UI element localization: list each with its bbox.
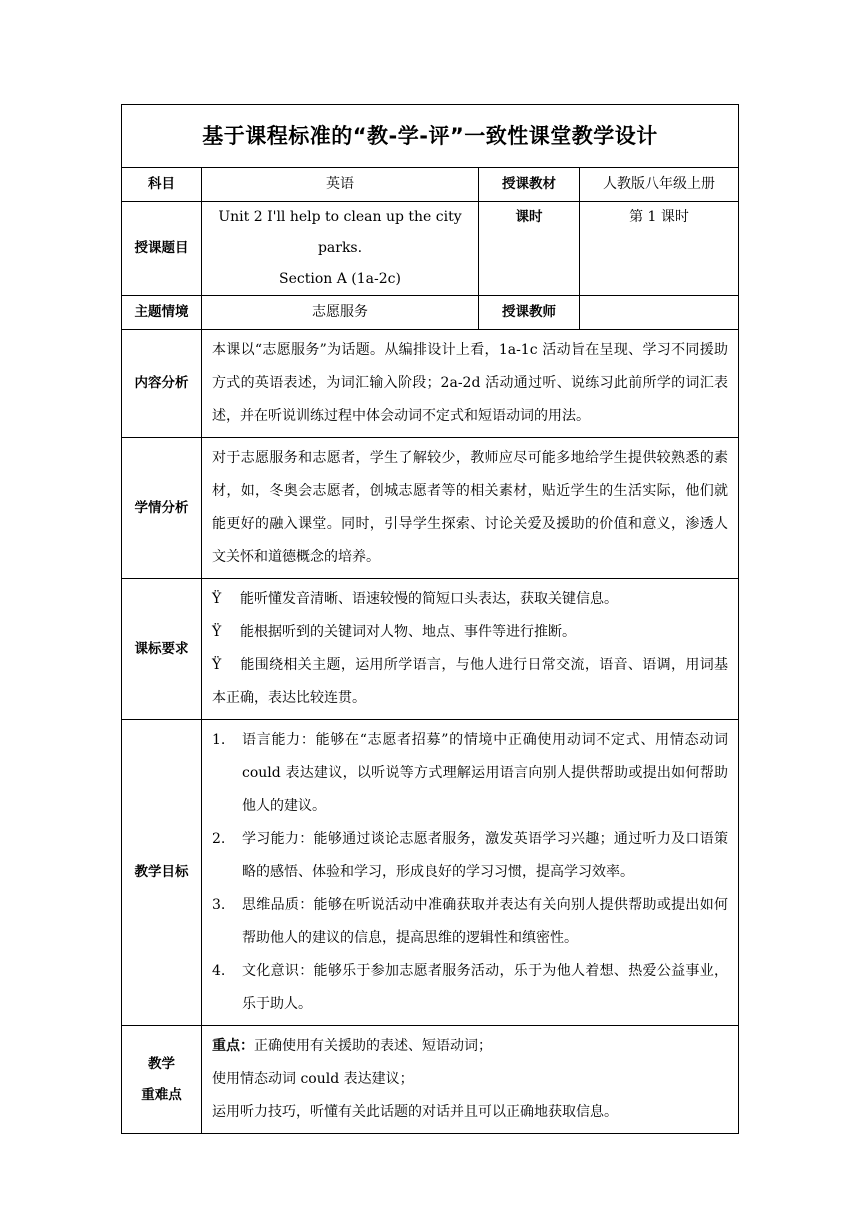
goal-number: 3. [212,897,226,913]
subject-row [122,168,739,202]
title-row [122,105,739,168]
standard-text: 能根据听到的关键词对人物、地点、事件等进行推断。 [240,624,576,640]
topic-line-2: Section A (1a-2c) [279,271,401,287]
material-value: 人教版八年级上册 [580,168,739,202]
subject-value: 英语 [202,168,479,202]
bullet-icon: Ÿ [212,591,222,607]
goal-item [212,724,728,823]
standard-text: 能听懂发音清晰、语速较慢的简短口头表达，获取关键信息。 [240,591,618,607]
topic-label: 授课题目 [122,202,202,296]
goal-text: 语言能力：能够在“志愿者招募”的情境中正确使用动词不定式、用情态动词 could 表达建议，以听说等方式理解运用语言向别人提供帮助或提出如何帮助他人的建议。 [242,732,729,814]
lesson-plan-document [121,104,738,1134]
goals-row [122,720,739,1026]
theme-row [122,296,739,330]
standard-item [212,583,728,616]
goal-number: 1. [212,732,226,748]
goal-text: 思维品质：能够在听说活动中准确获取并表达有关向别人提供帮助或提出如何帮助他人的建议的信息，提高思维的逻辑性和缜密性。 [242,897,729,946]
page-title: 基于课程标准的“教-学-评”一致性课堂教学设计 [122,105,739,168]
goal-number: 2. [212,831,226,847]
subject-label: 科目 [122,168,202,202]
students-row [122,438,739,579]
teacher-label: 授课教师 [479,296,580,330]
keypoint-line [212,1030,728,1063]
topic-row [122,202,739,296]
keypoint-line: 运用听力技巧，听懂有关此话题的对话并且可以正确地获取信息。 [212,1104,618,1120]
key-label: 重点： [212,1038,254,1054]
content-label: 内容分析 [122,330,202,438]
keypoint-line: 使用情态动词 could 表达建议； [212,1071,414,1087]
keypoints-row [122,1026,739,1134]
bullet-icon: Ÿ [212,657,222,673]
lesson-plan-table [121,104,739,1134]
goal-item [212,823,728,889]
theme-value: 志愿服务 [202,296,479,330]
keypoints-label [122,1026,202,1134]
standard-text: 能围绕相关主题，运用所学语言，与他人进行日常交流，语音、语调，用词基本正确，表达比较连贯。 [212,657,729,706]
bullet-icon: Ÿ [212,624,222,640]
goal-text: 学习能力：能够通过谈论志愿者服务，激发英语学习兴趣；通过听力及口语策略的感悟、体验和学习，形成良好的学习习惯，提高学习效率。 [242,831,729,880]
topic-value [202,202,479,296]
goals-list [202,720,739,1026]
goal-text: 文化意识：能够乐于参加志愿者服务活动，乐于为他人着想、热爱公益事业，乐于助人。 [242,963,729,1012]
keypoints-label-line-1: 教学 [148,1055,175,1072]
period-label: 课时 [479,202,580,296]
content-text: 本课以“志愿服务”为话题。从编排设计上看，1a-1c 活动旨在呈现、学习不同援助方式的英语表述，为词汇输入阶段；2a-2d 活动通过听、说练习此前所学的词汇表述，并在听说训练过程中体会动词不定式和短语动词的用法。 [202,330,739,438]
goal-number: 4. [212,963,226,979]
standards-label: 课标要求 [122,579,202,720]
goal-item [212,889,728,955]
material-label: 授课教材 [479,168,580,202]
content-row [122,330,739,438]
teacher-value [580,296,739,330]
standard-item [212,649,728,715]
standard-item [212,616,728,649]
goals-label: 教学目标 [122,720,202,1026]
period-value: 第 1 课时 [580,202,739,296]
keypoints-label-line-2: 重难点 [141,1086,182,1103]
topic-line-1: Unit 2 I'll help to clean up the city parks. [218,209,462,256]
goal-item [212,955,728,1021]
students-label: 学情分析 [122,438,202,579]
students-text: 对于志愿服务和志愿者，学生了解较少，教师应尽可能多地给学生提供较熟悉的素材，如，冬奥会志愿者，创城志愿者等的相关素材，贴近学生的生活实际，他们就能更好的融入课堂。同时，引导学生探索、讨论关爱及援助的价值和意义，渗透人文关怀和道德概念的培养。 [202,438,739,579]
keypoints-text [202,1026,739,1134]
keypoint-text: 正确使用有关援助的表述、短语动词； [254,1038,492,1054]
standards-row [122,579,739,720]
theme-label: 主题情境 [122,296,202,330]
standards-list [202,579,739,720]
